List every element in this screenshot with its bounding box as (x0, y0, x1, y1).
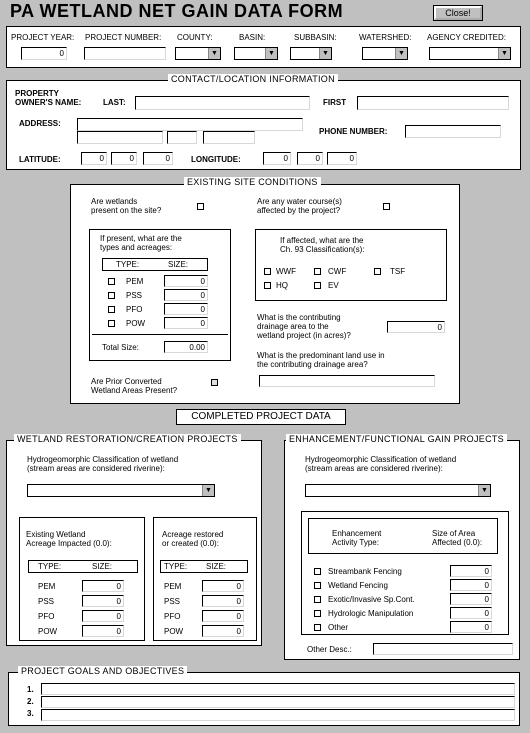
pow-size-input[interactable]: 0 (164, 317, 208, 329)
longitude-min-input[interactable]: 0 (297, 152, 323, 165)
impacted-label-2: Acreage Impacted (0.0): (26, 539, 112, 548)
restored-pem-label: PEM (164, 582, 182, 591)
goals-panel (8, 672, 520, 726)
completed-project-title: COMPLETED PROJECT DATA (176, 409, 346, 425)
wetlands-present-checkbox[interactable] (197, 203, 204, 210)
goal-1-number: 1. (27, 685, 34, 694)
if-present-label: If present, what are the (100, 234, 182, 243)
latitude-deg-input[interactable]: 0 (81, 152, 107, 165)
impacted-size-header: SIZE: (92, 562, 113, 571)
enhancement-panel (284, 440, 520, 660)
land-use-question-2: the contributing drainage area? (257, 360, 368, 369)
restored-pfo-input[interactable]: 0 (202, 610, 244, 622)
hq-checkbox[interactable] (264, 282, 271, 289)
existing-conditions-panel (70, 184, 460, 404)
classification-panel (255, 229, 447, 301)
impacted-pfo-label: PFO (38, 612, 55, 621)
restored-size-header: SIZE: (206, 562, 227, 571)
project-year-input[interactable]: 0 (21, 47, 67, 60)
restoration-panel (6, 440, 262, 646)
enhancement-hgm-select[interactable] (305, 484, 491, 497)
form-title: PA WETLAND NET GAIN DATA FORM (10, 1, 344, 21)
enhancement-activity-panel (301, 511, 509, 635)
divider (92, 334, 228, 335)
latitude-label: LATITUDE: (19, 155, 61, 164)
first-name-label: FIRST (323, 98, 347, 107)
goals-section-title: PROJECT GOALS AND OBJECTIVES (18, 666, 187, 676)
chevron-down-icon[interactable]: ▼ (395, 48, 407, 59)
water-course-question: Are any water course(s) (257, 197, 342, 206)
last-name-label: LAST: (103, 98, 126, 107)
water-course-question-2: affected by the project? (257, 206, 341, 215)
watershed-select[interactable] (362, 47, 408, 60)
county-select[interactable] (175, 47, 221, 60)
phone-number-label: PHONE NUMBER: (319, 127, 388, 136)
subbasin-label: SUBBASIN: (294, 33, 337, 42)
restored-pow-label: POW (164, 627, 184, 636)
pem-size-input[interactable]: 0 (164, 275, 208, 287)
restored-pem-input[interactable]: 0 (202, 580, 244, 592)
cwf-label: CWF (328, 267, 347, 276)
pow-checkbox[interactable] (108, 320, 115, 327)
chevron-down-icon[interactable]: ▼ (265, 48, 277, 59)
streambank-fencing-label: Streambank Fencing (328, 567, 402, 576)
wetlands-present-question-2: present on the site? (91, 206, 162, 215)
chevron-down-icon[interactable]: ▼ (478, 485, 490, 496)
land-use-question: What is the predominant land use in (257, 351, 385, 360)
land-use-input[interactable] (259, 375, 435, 387)
other-desc-input[interactable] (373, 643, 513, 655)
pfo-checkbox[interactable] (108, 306, 115, 313)
size-affected-header: Size of Area (432, 529, 476, 538)
drainage-area-question-3: wetland project (in acres)? (257, 331, 351, 340)
chevron-down-icon[interactable]: ▼ (319, 48, 331, 59)
pow-label: POW (126, 319, 146, 328)
wwf-checkbox[interactable] (264, 268, 271, 275)
goal-3-number: 3. (27, 709, 34, 718)
chevron-down-icon[interactable]: ▼ (202, 485, 214, 496)
wetland-types-panel (89, 229, 231, 361)
hgm-label-2: (stream areas are considered riverine): (27, 464, 165, 473)
address-label: ADDRESS: (19, 119, 61, 128)
restoration-hgm-select[interactable] (27, 484, 215, 497)
enhancement-section-title: ENHANCEMENT/FUNCTIONAL GAIN PROJECTS (286, 434, 507, 444)
enh-hgm-label: Hydrogeomorphic Classification of wetland (305, 455, 457, 464)
drainage-area-input[interactable]: 0 (387, 321, 445, 333)
address-city-input[interactable] (77, 131, 163, 144)
goal-3-input[interactable] (41, 709, 515, 721)
pss-label: PSS (126, 291, 143, 300)
other-activity-input[interactable]: 0 (450, 621, 492, 633)
if-affected-label: If affected, what are the (280, 236, 364, 245)
county-label: COUNTY: (177, 33, 213, 42)
project-year-label: PROJECT YEAR: (11, 33, 75, 42)
tsf-checkbox[interactable] (374, 268, 381, 275)
streambank-fencing-input[interactable]: 0 (450, 565, 492, 577)
total-size-label: Total Size: (102, 343, 139, 352)
hydrologic-manipulation-checkbox[interactable] (314, 610, 321, 617)
type-header: TYPE: (116, 260, 140, 269)
prior-converted-checkbox[interactable] (211, 379, 218, 386)
owners-name-label: OWNER'S NAME: (15, 98, 82, 107)
exotic-invasive-input[interactable]: 0 (450, 593, 492, 605)
goal-1-input[interactable] (41, 683, 515, 695)
first-name-input[interactable] (357, 96, 509, 110)
water-course-checkbox[interactable] (383, 203, 390, 210)
longitude-sec-input[interactable]: 0 (327, 152, 357, 165)
watershed-label: WATERSHED: (359, 33, 412, 42)
impacted-pow-input[interactable]: 0 (82, 625, 124, 637)
restored-pow-input[interactable]: 0 (202, 625, 244, 637)
contact-section-title: CONTACT/LOCATION INFORMATION (168, 74, 338, 84)
tsf-label: TSF (390, 267, 406, 276)
latitude-sec-input[interactable]: 0 (143, 152, 173, 165)
pem-label: PEM (126, 277, 144, 286)
impacted-pem-input[interactable]: 0 (82, 580, 124, 592)
goal-2-input[interactable] (41, 696, 515, 708)
basin-select[interactable] (234, 47, 278, 60)
drainage-area-question: What is the contributing (257, 313, 341, 322)
cwf-checkbox[interactable] (314, 268, 321, 275)
restored-label-2: or created (0.0): (162, 539, 219, 548)
prior-converted-question-2: Wetland Areas Present? (91, 386, 178, 395)
wetlands-present-question: Are wetlands (91, 197, 138, 206)
ev-checkbox[interactable] (314, 282, 321, 289)
wetland-fencing-label: Wetland Fencing (328, 581, 388, 590)
close-button[interactable]: Close! (434, 6, 482, 20)
longitude-label: LONGITUDE: (191, 155, 241, 164)
restored-pss-input[interactable]: 0 (202, 595, 244, 607)
ev-label: EV (328, 281, 339, 290)
wetland-fencing-checkbox[interactable] (314, 582, 321, 589)
restored-label: Acreage restored (162, 530, 224, 539)
other-desc-label: Other Desc.: (307, 645, 352, 654)
impacted-pow-label: POW (38, 627, 58, 636)
activity-type-header: Enhancement (332, 529, 382, 538)
prior-converted-question: Are Prior Converted (91, 377, 162, 386)
wwf-label: WWF (276, 267, 296, 276)
impacted-pem-label: PEM (38, 582, 56, 591)
project-number-input[interactable] (84, 47, 166, 60)
pss-checkbox[interactable] (108, 292, 115, 299)
chevron-down-icon[interactable]: ▼ (498, 48, 510, 59)
phone-number-input[interactable] (405, 125, 501, 138)
address-zip-input[interactable] (203, 131, 255, 144)
pem-checkbox[interactable] (108, 278, 115, 285)
last-name-input[interactable] (135, 96, 310, 110)
pss-size-input[interactable]: 0 (164, 289, 208, 301)
pfo-label: PFO (126, 305, 143, 314)
hydrologic-manipulation-label: Hydrologic Manipulation (328, 609, 414, 618)
restored-pss-label: PSS (164, 597, 181, 606)
hq-label: HQ (276, 281, 288, 290)
latitude-min-input[interactable]: 0 (111, 152, 137, 165)
project-info-panel (6, 26, 521, 68)
impacted-pfo-input[interactable]: 0 (82, 610, 124, 622)
agency-credited-label: AGENCY CREDITED: (427, 33, 506, 42)
impacted-label: Existing Wetland (26, 530, 86, 539)
if-affected-label-2: Ch. 93 Classification(s): (280, 245, 365, 254)
hydrologic-manipulation-input[interactable]: 0 (450, 607, 492, 619)
drainage-area-question-2: drainage area to the (257, 322, 329, 331)
exotic-invasive-checkbox[interactable] (314, 596, 321, 603)
impacted-pss-input[interactable]: 0 (82, 595, 124, 607)
wetland-fencing-input[interactable]: 0 (450, 579, 492, 591)
impacted-pss-label: PSS (38, 597, 55, 606)
total-size-field: 0.00 (164, 341, 208, 353)
size-affected-header-2: Affected (0.0): (432, 538, 483, 547)
agency-select[interactable] (429, 47, 511, 60)
restored-acreage-panel (153, 517, 257, 641)
basin-label: BASIN: (239, 33, 266, 42)
restored-type-header: TYPE: (164, 562, 188, 571)
property-label: PROPERTY (15, 89, 60, 98)
restoration-section-title: WETLAND RESTORATION/CREATION PROJECTS (14, 434, 241, 444)
streambank-fencing-checkbox[interactable] (314, 568, 321, 575)
other-activity-label: Other (328, 623, 349, 632)
other-activity-checkbox[interactable] (314, 624, 321, 631)
goal-2-number: 2. (27, 697, 34, 706)
if-present-label-2: types and acreages: (100, 243, 173, 252)
exotic-invasive-label: Exotic/Invasive Sp.Cont. (328, 595, 415, 604)
enh-hgm-label-2: (stream areas are considered riverine): (305, 464, 443, 473)
size-header: SIZE: (168, 260, 189, 269)
subbasin-select[interactable] (290, 47, 332, 60)
impacted-type-header: TYPE: (38, 562, 62, 571)
existing-section-title: EXISTING SITE CONDITIONS (184, 177, 321, 187)
chevron-down-icon[interactable]: ▼ (208, 48, 220, 59)
activity-type-header-2: Activity Type: (332, 538, 379, 547)
contact-location-panel (6, 80, 521, 170)
address-state-input[interactable] (167, 131, 197, 144)
project-number-label: PROJECT NUMBER: (85, 33, 162, 42)
impacted-acreage-panel (19, 517, 145, 641)
hgm-label: Hydrogeomorphic Classification of wetland (27, 455, 179, 464)
address-line1-input[interactable] (77, 118, 303, 131)
longitude-deg-input[interactable]: 0 (263, 152, 291, 165)
pfo-size-input[interactable]: 0 (164, 303, 208, 315)
restored-pfo-label: PFO (164, 612, 181, 621)
